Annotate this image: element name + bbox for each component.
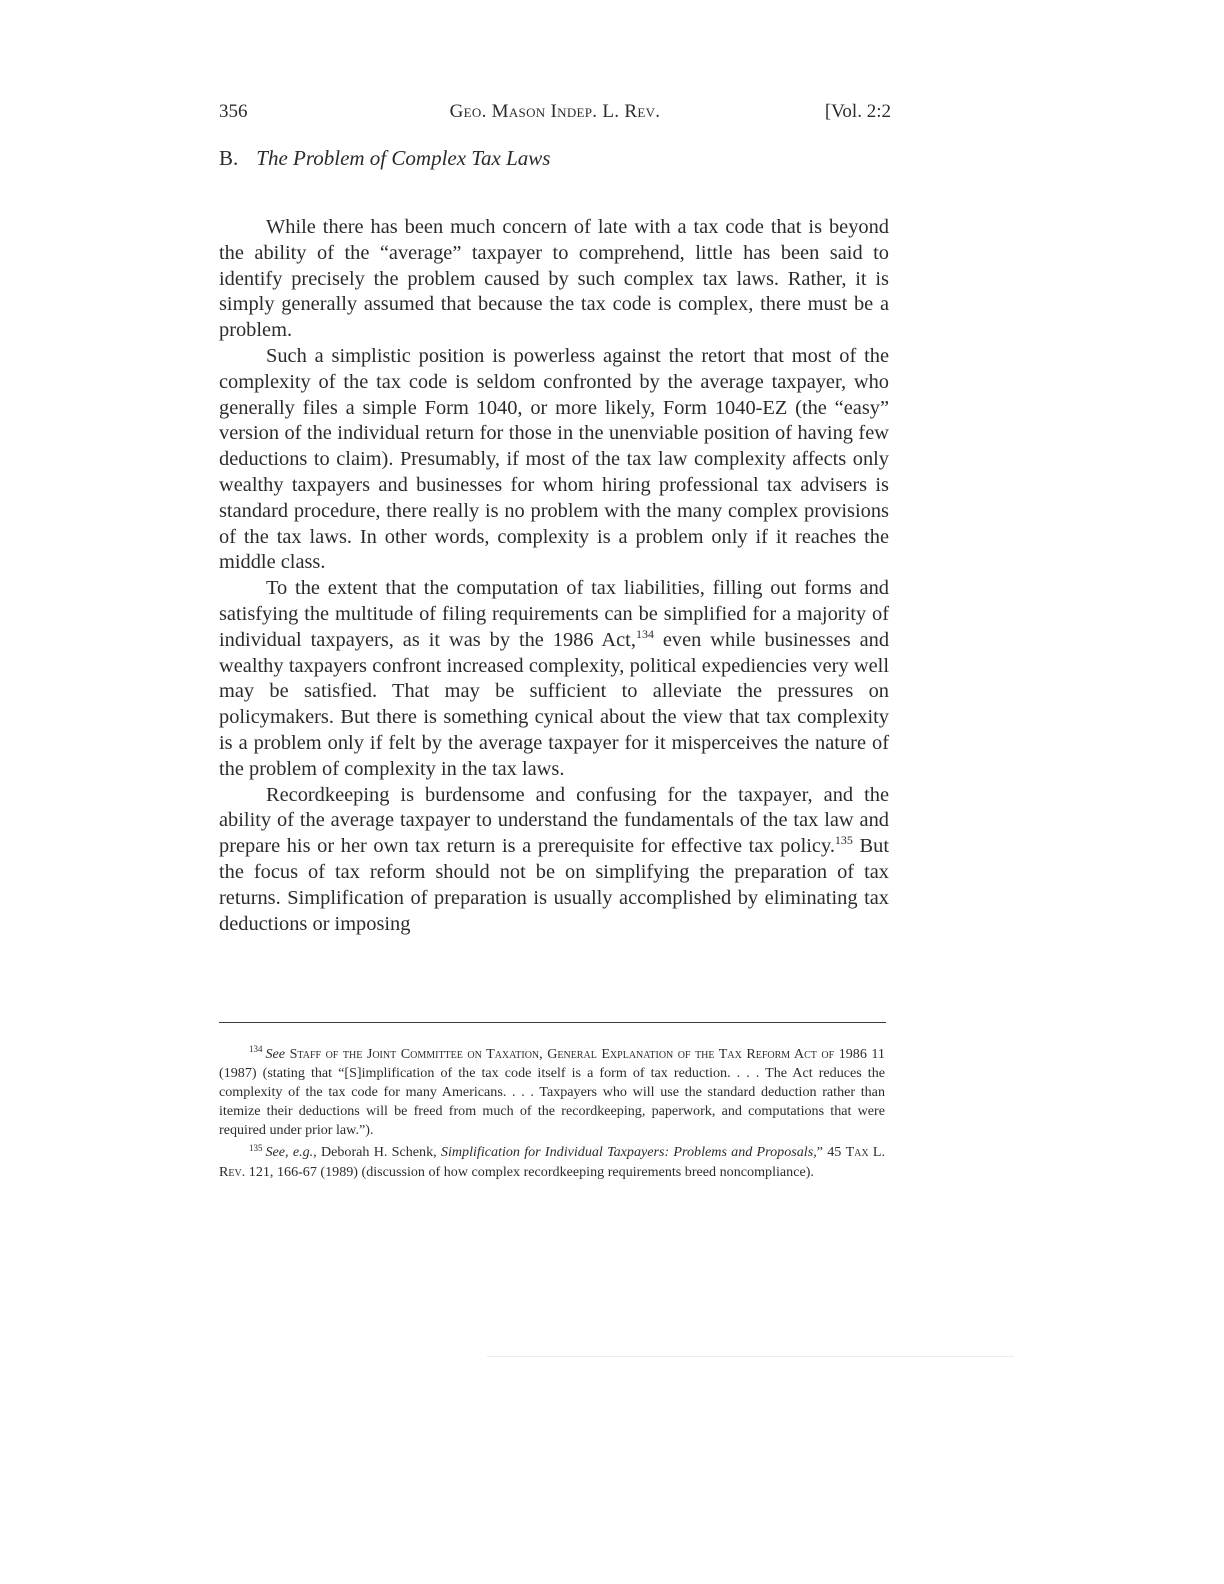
paragraph-3 (219, 576, 889, 782)
footnote-text: 121, 166-67 (1989) (discussion of how complex recordkeeping requirements breed noncompliance). (245, 1163, 814, 1180)
footnote-cite-prefix: ” 45 (816, 1144, 846, 1161)
footnote-divider (219, 1022, 886, 1023)
paragraph-4 (219, 783, 889, 938)
footnote-number: 135 (249, 1142, 263, 1153)
footnotes (219, 1045, 885, 1185)
section-letter: B. (219, 146, 239, 170)
main-text (219, 215, 889, 937)
paragraph-4-text-a: Recordkeeping is burdensome and confusing for the taxpayer, and the ability of the average taxpayer to understand the fundamentals of the tax law and prepare his or her own tax return is a prerequisite for effective tax policy. (219, 783, 889, 858)
footnote-source: Staff of the Joint Committee on Taxation, General Explanation of the Tax Reform Act of 1986 (289, 1046, 867, 1062)
volume-number: [Vol. 2:2 (824, 101, 891, 122)
paragraph-3-text-b: even while businesses and wealthy taxpayers confront increased complexity, political expediencies very well may be satisfied. That may be sufficient to alleviate the pressures on policymakers. But there is something cynical about the view that tax complexity is a problem only if felt by the average taxpayer for it misperceives the nature of the problem of complexity in the tax laws. (219, 628, 890, 780)
paragraph-3-text-a: To the extent that the computation of tax liabilities, filling out forms and satisfying the multitude of filing requirements can be simplified for a majority of individual taxpayers, as it was by the 1986 Act, (219, 577, 889, 651)
footnote-signal: See (265, 1046, 286, 1062)
paragraph-1: While there has been much concern of late with a tax code that is beyond the ability of the “average” taxpayer to comprehend, little has been said to identify precisely the problem caused by such complex tax laws. Rather, it is simply generally assumed that because the tax code is complex, there must be a problem. (219, 216, 889, 342)
section-title: The Problem of Complex Tax Laws (256, 146, 551, 170)
running-header (219, 101, 891, 127)
page-number: 356 (219, 101, 248, 122)
footnote-number: 134 (249, 1044, 263, 1055)
footnote-article-title: Simplification for Individual Taxpayers: Problems and Proposals, (440, 1144, 817, 1161)
scan-artifact-line (487, 1356, 1014, 1357)
footnote-134 (219, 1045, 885, 1140)
footnote-ref-134[interactable]: 134 (635, 626, 654, 641)
journal-name: Geo. Mason Indep. L. Rev. (449, 101, 661, 122)
footnote-ref-135[interactable]: 135 (834, 833, 853, 848)
footnote-135 (219, 1143, 885, 1181)
footnote-text: 11 (1987) (stating that “[S]implification of the tax code itself is a form of tax reduction. . . . The Act reduces the complexity of the tax code for many Americans. . . . Taxpayers who will use the standard deduction rather than itemize their deductions will be freed from much of the recordkeeping, paperwork, and computations that were required under prior law.”). (219, 1046, 885, 1139)
section-heading (219, 146, 550, 171)
footnote-author: Deborah H. Schenk, (316, 1144, 441, 1161)
paragraph-2: Such a simplistic position is powerless against the retort that most of the complexity of the tax code is seldom confronted by the average taxpayer, who generally files a simple Form 1040, or more likely, Form 1040-EZ (the “easy” version of the individual return for those in the unenviable position of having few deductions to claim). Presumably, if most of the tax law complexity affects only wealthy taxpayers and businesses for whom hiring professional tax advisers is standard procedure, there really is no problem with the many complex provisions of the tax laws. In other words, complexity is a problem only if it reaches the middle class. (219, 344, 889, 574)
paragraph-4-text-b: But the focus of tax reform should not be on simplifying the preparation of tax returns. Simplification of preparation is usually accomplished by eliminating tax deductions or imposing (219, 835, 889, 935)
footnote-journal: Tax L. Rev. (219, 1144, 886, 1180)
footnote-signal: See, e.g., (265, 1144, 317, 1161)
